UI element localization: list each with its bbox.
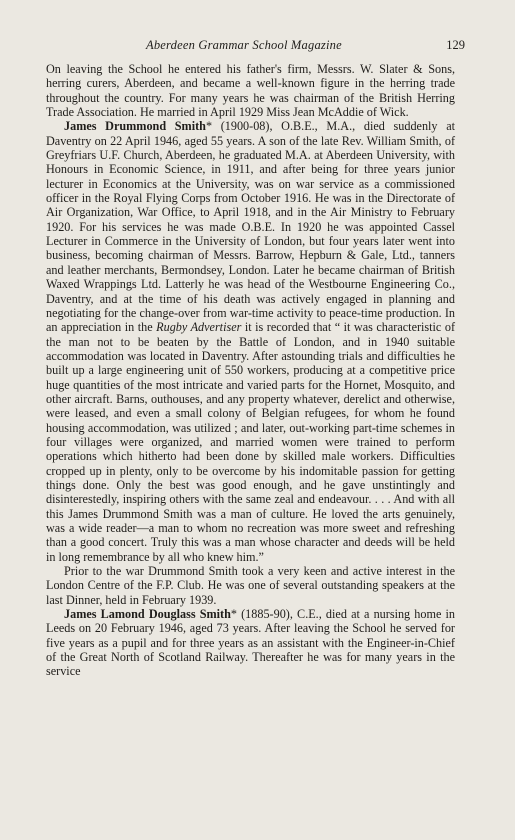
paragraph-james-drummond-smith <box>46 119 455 564</box>
obituary-name: James Drummond Smith <box>64 119 206 134</box>
paragraph-text: it is recorded that “ it was characteristic of the man not to be beaten by the Battle of London, and in 1940 suitable accommodation was located in Daventry. After astounding trials and difficulties he built up a large engineering unit of 550 workers, producing at a competitive price huge quantities of the most intricate and varied parts for the Hornet, Mosquito, and other aircraft. Barns, outhouses, and any property whatever, derelict and otherwise, were leased, and even a small colony of Belgian refugees, for whom he found housing accommodation, was utilized ; and later, out-working part-time schemes in four villages were organized, and married women were trained to perform operations which hitherto had been done by skilled male workers. Difficulties cropped up in plenty, only to be overcome by his indomitable passion for getting things done. Only the best was good enough, and he gave unstintingly and disinterestedly, inspiring others with the same zeal and endeavour. . . . And with all this James Drummond Smith was a man of culture. He loved the arts genuinely, was a wide reader—a man to whom no recreation was more sweet and refreshing than a good concert. Truly this was a man whose character and deeds will be held in long remembrance by all who knew him.” <box>46 320 456 564</box>
paragraph-slater-continuation <box>46 62 455 119</box>
running-title: Aberdeen Grammar School Magazine <box>146 38 342 52</box>
paragraph-text: On leaving the School he entered his father's firm, Messrs. W. Slater & Sons, herring curers, Aberdeen, and became a well-known figure in the herring trade throughout the country. For many years he was chairman of the British Herring Trade Association. He married in April 1929 Miss Jean McAddie of Wick. <box>46 62 455 120</box>
article-body <box>46 62 455 679</box>
paragraph-james-lamond-douglass-smith <box>46 607 455 679</box>
paragraph-fp-club <box>46 564 455 607</box>
paragraph-text: * (1900-08), O.B.E., M.A., died suddenly at Daventry on 22 April 1946, aged 55 years. A son of the late Rev. William Smith, of Greyfriars U.F. Church, Aberdeen, he graduated M.A. at Aberdeen University, with Honours in Economic Science, in 1911, and after being for three years junior lecturer in Economics at the University, was on war service as a commissioned officer in the Royal Flying Corps from October 1916. He was in the Directorate of Air Organization, War Office, to April 1918, and in the Air Ministry to February 1920. For his services he was made O.B.E. In 1920 he was appointed Cassel Lecturer in Commerce in the University of London, but four years later went into business, becoming chairman of Messrs. Barrow, Hepburn & Gale, Ltd., tanners and leather merchants, Bermondsey, London. Later he became chairman of British Waxed Wrappings Ltd. Latterly he was head of the Westbourne Engineering Co., Daventry, and at the time of his death was actively engaged in planning and negotiating for the change-over from war-time activity to peace-time production. In an appreciation in the <box>46 119 455 335</box>
page-number: 129 <box>446 38 465 52</box>
newspaper-title: Rugby Advertiser <box>156 320 242 335</box>
obituary-name: James Lamond Douglass Smith <box>64 607 231 622</box>
paragraph-text: Prior to the war Drummond Smith took a very keen and active interest in the London Centre of the F.P. Club. He was one of several outstanding speakers at the last Dinner, held in February 1939. <box>46 564 455 607</box>
page-header <box>46 38 465 54</box>
paragraph-text: * (1885-90), C.E., died at a nursing home in Leeds on 20 February 1946, aged 73 years. After leaving the School he served for five years as a pupil and for three years as an assistant with the Engineer-in-Chief of the Great North of Scotland Railway. Thereafter he was for many years in the service <box>46 607 456 679</box>
